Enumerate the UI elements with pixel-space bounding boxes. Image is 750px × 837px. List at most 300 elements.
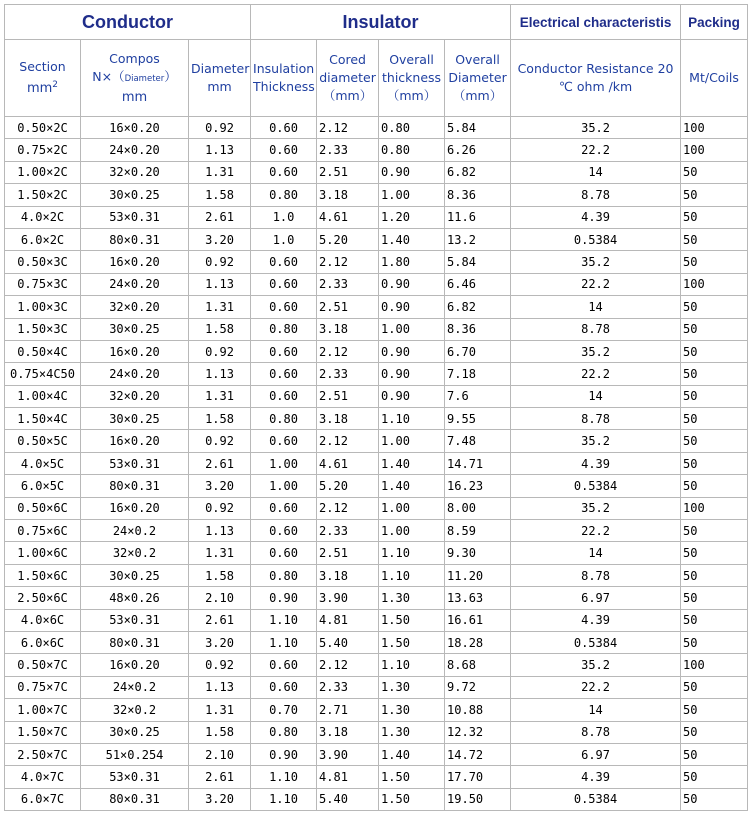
cell-cored-diameter: 3.18 [317, 184, 379, 206]
cell-packing: 50 [681, 564, 748, 586]
cell-packing: 50 [681, 340, 748, 362]
table-row [5, 340, 748, 362]
cell-diameter: 2.10 [189, 743, 251, 765]
cell-cored-diameter: 3.18 [317, 564, 379, 586]
cell-cored-diameter: 2.12 [317, 251, 379, 273]
cell-overall-diameter: 6.46 [445, 273, 511, 295]
cell-section: 6.0×5C [5, 475, 81, 497]
cell-overall-thickness: 1.00 [379, 520, 445, 542]
cell-overall-thickness: 0.90 [379, 273, 445, 295]
cell-diameter: 1.58 [189, 184, 251, 206]
cell-compos: 51×0.254 [81, 743, 189, 765]
cell-packing: 50 [681, 475, 748, 497]
cell-section: 1.50×7C [5, 721, 81, 743]
cell-compos: 32×0.2 [81, 699, 189, 721]
cell-resistance: 0.5384 [511, 228, 681, 250]
cell-diameter: 1.31 [189, 161, 251, 183]
cell-overall-thickness: 1.80 [379, 251, 445, 273]
cell-insulation-thickness: 1.0 [251, 228, 317, 250]
cell-cored-diameter: 2.51 [317, 161, 379, 183]
cell-resistance: 14 [511, 161, 681, 183]
cell-packing: 50 [681, 251, 748, 273]
cell-cored-diameter: 4.61 [317, 206, 379, 228]
cell-packing: 50 [681, 430, 748, 452]
cell-insulation-thickness: 0.70 [251, 699, 317, 721]
cell-overall-diameter: 8.68 [445, 654, 511, 676]
cell-cored-diameter: 2.12 [317, 340, 379, 362]
cell-compos: 53×0.31 [81, 609, 189, 631]
col-header-conductor-resistance: Conductor Resistance 20 ℃ ohm /km [511, 40, 681, 117]
cell-overall-thickness: 1.30 [379, 587, 445, 609]
table-row [5, 587, 748, 609]
cell-diameter: 1.58 [189, 564, 251, 586]
cell-overall-diameter: 18.28 [445, 631, 511, 653]
cell-overall-diameter: 13.63 [445, 587, 511, 609]
cell-compos: 80×0.31 [81, 631, 189, 653]
cell-overall-diameter: 9.55 [445, 408, 511, 430]
cell-packing: 100 [681, 497, 748, 519]
cell-overall-thickness: 1.40 [379, 452, 445, 474]
cell-packing: 50 [681, 788, 748, 810]
cell-section: 1.50×4C [5, 408, 81, 430]
cell-cored-diameter: 5.20 [317, 228, 379, 250]
table-row [5, 273, 748, 295]
cell-overall-thickness: 1.40 [379, 475, 445, 497]
cell-packing: 50 [681, 743, 748, 765]
table-row [5, 363, 748, 385]
cell-resistance: 35.2 [511, 497, 681, 519]
cell-resistance: 35.2 [511, 251, 681, 273]
cell-section: 4.0×7C [5, 766, 81, 788]
cell-cored-diameter: 3.18 [317, 318, 379, 340]
cell-compos: 16×0.20 [81, 654, 189, 676]
cell-insulation-thickness: 0.80 [251, 408, 317, 430]
col-header-overall-thickness: Overall thickness （mm） [379, 40, 445, 117]
cell-packing: 50 [681, 587, 748, 609]
cell-overall-thickness: 0.80 [379, 139, 445, 161]
cell-section: 0.75×7C [5, 676, 81, 698]
cell-compos: 16×0.20 [81, 430, 189, 452]
cell-packing: 50 [681, 296, 748, 318]
cell-overall-thickness: 1.20 [379, 206, 445, 228]
header-column-row [5, 40, 748, 117]
cell-compos: 80×0.31 [81, 788, 189, 810]
table-row [5, 654, 748, 676]
cell-packing: 50 [681, 408, 748, 430]
cell-diameter: 1.13 [189, 676, 251, 698]
cell-cored-diameter: 2.71 [317, 699, 379, 721]
cell-section: 1.50×6C [5, 564, 81, 586]
cell-insulation-thickness: 0.60 [251, 520, 317, 542]
cell-compos: 16×0.20 [81, 340, 189, 362]
cell-section: 0.50×7C [5, 654, 81, 676]
cell-diameter: 1.58 [189, 408, 251, 430]
cell-section: 1.50×3C [5, 318, 81, 340]
cell-overall-diameter: 5.84 [445, 251, 511, 273]
cell-insulation-thickness: 0.60 [251, 676, 317, 698]
cell-overall-thickness: 1.50 [379, 609, 445, 631]
cell-compos: 32×0.20 [81, 161, 189, 183]
table-row [5, 520, 748, 542]
cell-resistance: 14 [511, 542, 681, 564]
cell-resistance: 8.78 [511, 184, 681, 206]
cell-section: 2.50×7C [5, 743, 81, 765]
cell-overall-thickness: 1.00 [379, 497, 445, 519]
group-header-packing: Packing [681, 5, 748, 40]
cell-insulation-thickness: 1.10 [251, 788, 317, 810]
cell-resistance: 6.97 [511, 587, 681, 609]
cell-section: 1.00×7C [5, 699, 81, 721]
cell-section: 6.0×6C [5, 631, 81, 653]
cell-insulation-thickness: 0.60 [251, 296, 317, 318]
cell-diameter: 1.13 [189, 273, 251, 295]
cell-resistance: 14 [511, 699, 681, 721]
cell-packing: 50 [681, 452, 748, 474]
cell-compos: 16×0.20 [81, 251, 189, 273]
cell-insulation-thickness: 0.80 [251, 721, 317, 743]
cell-resistance: 14 [511, 296, 681, 318]
cell-insulation-thickness: 1.00 [251, 452, 317, 474]
cell-insulation-thickness: 0.80 [251, 564, 317, 586]
table-row [5, 475, 748, 497]
cell-resistance: 4.39 [511, 452, 681, 474]
cell-section: 0.50×3C [5, 251, 81, 273]
cell-section: 4.0×2C [5, 206, 81, 228]
cell-overall-thickness: 1.50 [379, 788, 445, 810]
table-row [5, 206, 748, 228]
cell-compos: 24×0.20 [81, 363, 189, 385]
cell-section: 4.0×6C [5, 609, 81, 631]
cell-packing: 50 [681, 363, 748, 385]
cell-diameter: 2.61 [189, 206, 251, 228]
cell-overall-diameter: 5.84 [445, 117, 511, 139]
cell-diameter: 0.92 [189, 251, 251, 273]
cell-diameter: 0.92 [189, 340, 251, 362]
group-header-conductor: Conductor [5, 5, 251, 40]
cell-overall-diameter: 14.72 [445, 743, 511, 765]
cell-resistance: 8.78 [511, 721, 681, 743]
cell-overall-thickness: 0.90 [379, 385, 445, 407]
cell-compos: 48×0.26 [81, 587, 189, 609]
cell-overall-diameter: 9.30 [445, 542, 511, 564]
cell-packing: 50 [681, 631, 748, 653]
cell-overall-thickness: 1.00 [379, 430, 445, 452]
cell-overall-thickness: 0.90 [379, 296, 445, 318]
cell-cored-diameter: 5.20 [317, 475, 379, 497]
cell-section: 2.50×6C [5, 587, 81, 609]
cell-overall-diameter: 8.36 [445, 184, 511, 206]
cell-packing: 50 [681, 609, 748, 631]
cell-resistance: 4.39 [511, 206, 681, 228]
cell-resistance: 0.5384 [511, 788, 681, 810]
cell-packing: 50 [681, 766, 748, 788]
cell-diameter: 3.20 [189, 631, 251, 653]
cell-cored-diameter: 3.18 [317, 721, 379, 743]
cell-overall-thickness: 1.40 [379, 743, 445, 765]
cell-overall-diameter: 8.59 [445, 520, 511, 542]
cell-overall-diameter: 7.18 [445, 363, 511, 385]
cell-cored-diameter: 4.81 [317, 766, 379, 788]
cell-overall-thickness: 1.50 [379, 631, 445, 653]
cell-section: 0.50×5C [5, 430, 81, 452]
cell-insulation-thickness: 1.10 [251, 609, 317, 631]
cell-packing: 50 [681, 206, 748, 228]
cell-compos: 32×0.20 [81, 296, 189, 318]
cell-insulation-thickness: 0.60 [251, 497, 317, 519]
cell-cored-diameter: 3.90 [317, 743, 379, 765]
cell-section: 0.75×4C50 [5, 363, 81, 385]
cell-diameter: 1.31 [189, 296, 251, 318]
table-row [5, 497, 748, 519]
table-row [5, 788, 748, 810]
cell-insulation-thickness: 0.60 [251, 340, 317, 362]
cell-cored-diameter: 2.33 [317, 520, 379, 542]
cell-diameter: 1.13 [189, 363, 251, 385]
cell-packing: 50 [681, 385, 748, 407]
table-row [5, 430, 748, 452]
cell-section: 1.00×3C [5, 296, 81, 318]
cell-overall-thickness: 1.10 [379, 564, 445, 586]
cell-overall-diameter: 7.6 [445, 385, 511, 407]
cell-cored-diameter: 4.81 [317, 609, 379, 631]
table-row [5, 385, 748, 407]
cell-diameter: 0.92 [189, 117, 251, 139]
cell-packing: 50 [681, 228, 748, 250]
cell-overall-diameter: 6.82 [445, 161, 511, 183]
cell-resistance: 4.39 [511, 766, 681, 788]
cell-overall-diameter: 7.48 [445, 430, 511, 452]
cell-diameter: 3.20 [189, 475, 251, 497]
cell-resistance: 8.78 [511, 564, 681, 586]
cell-overall-diameter: 14.71 [445, 452, 511, 474]
cell-compos: 32×0.20 [81, 385, 189, 407]
table-row [5, 318, 748, 340]
cell-resistance: 22.2 [511, 363, 681, 385]
cell-section: 1.00×2C [5, 161, 81, 183]
table-row [5, 251, 748, 273]
cell-overall-diameter: 6.26 [445, 139, 511, 161]
cell-compos: 32×0.2 [81, 542, 189, 564]
cell-insulation-thickness: 0.60 [251, 654, 317, 676]
col-header-insulation-thickness: Insulation Thickness [251, 40, 317, 117]
cell-insulation-thickness: 0.60 [251, 273, 317, 295]
cell-diameter: 2.61 [189, 452, 251, 474]
table-row [5, 296, 748, 318]
cell-insulation-thickness: 0.60 [251, 139, 317, 161]
cell-cored-diameter: 2.33 [317, 363, 379, 385]
cell-resistance: 22.2 [511, 139, 681, 161]
table-row [5, 743, 748, 765]
cell-overall-thickness: 1.40 [379, 228, 445, 250]
cell-compos: 30×0.25 [81, 318, 189, 340]
cell-resistance: 0.5384 [511, 475, 681, 497]
cell-diameter: 1.31 [189, 385, 251, 407]
cell-section: 1.00×6C [5, 542, 81, 564]
cell-overall-diameter: 6.82 [445, 296, 511, 318]
cell-overall-thickness: 1.30 [379, 699, 445, 721]
cell-packing: 100 [681, 117, 748, 139]
cell-cored-diameter: 2.51 [317, 542, 379, 564]
cell-resistance: 22.2 [511, 676, 681, 698]
cable-spec-table [4, 4, 748, 811]
cell-cored-diameter: 3.18 [317, 408, 379, 430]
cell-packing: 50 [681, 542, 748, 564]
cell-overall-diameter: 13.2 [445, 228, 511, 250]
table-row [5, 117, 748, 139]
table-row [5, 631, 748, 653]
cell-cored-diameter: 5.40 [317, 631, 379, 653]
cell-overall-diameter: 17.70 [445, 766, 511, 788]
cell-packing: 100 [681, 654, 748, 676]
cell-insulation-thickness: 0.90 [251, 587, 317, 609]
cell-overall-thickness: 1.30 [379, 676, 445, 698]
group-header-electrical: Electrical characteristis [511, 5, 681, 40]
cell-diameter: 2.61 [189, 766, 251, 788]
cell-resistance: 14 [511, 385, 681, 407]
table-row [5, 542, 748, 564]
cell-cored-diameter: 3.90 [317, 587, 379, 609]
table-row [5, 721, 748, 743]
cell-cored-diameter: 2.33 [317, 139, 379, 161]
table-row [5, 609, 748, 631]
cell-overall-thickness: 1.10 [379, 654, 445, 676]
cell-cored-diameter: 2.12 [317, 654, 379, 676]
cell-resistance: 35.2 [511, 430, 681, 452]
cell-cored-diameter: 5.40 [317, 788, 379, 810]
table-row [5, 139, 748, 161]
table-row [5, 699, 748, 721]
cell-insulation-thickness: 1.00 [251, 475, 317, 497]
cell-compos: 30×0.25 [81, 184, 189, 206]
cell-diameter: 3.20 [189, 788, 251, 810]
table-row [5, 564, 748, 586]
header-group-row [5, 5, 748, 40]
cell-section: 1.50×2C [5, 184, 81, 206]
cell-insulation-thickness: 0.60 [251, 385, 317, 407]
cell-resistance: 22.2 [511, 273, 681, 295]
table-row [5, 676, 748, 698]
cell-cored-diameter: 4.61 [317, 452, 379, 474]
cell-section: 0.50×2C [5, 117, 81, 139]
cell-resistance: 0.5384 [511, 631, 681, 653]
cell-diameter: 3.20 [189, 228, 251, 250]
cell-insulation-thickness: 0.90 [251, 743, 317, 765]
table-row [5, 452, 748, 474]
cell-compos: 16×0.20 [81, 117, 189, 139]
cell-overall-diameter: 8.00 [445, 497, 511, 519]
cell-diameter: 2.61 [189, 609, 251, 631]
cell-overall-diameter: 8.36 [445, 318, 511, 340]
cell-resistance: 35.2 [511, 117, 681, 139]
cell-compos: 80×0.31 [81, 228, 189, 250]
cell-cored-diameter: 2.12 [317, 430, 379, 452]
cell-overall-thickness: 1.10 [379, 408, 445, 430]
cell-overall-diameter: 9.72 [445, 676, 511, 698]
cell-packing: 100 [681, 273, 748, 295]
cell-overall-diameter: 10.88 [445, 699, 511, 721]
cell-overall-diameter: 12.32 [445, 721, 511, 743]
cell-compos: 16×0.20 [81, 497, 189, 519]
cell-overall-diameter: 19.50 [445, 788, 511, 810]
cell-insulation-thickness: 0.60 [251, 117, 317, 139]
cell-resistance: 35.2 [511, 340, 681, 362]
cell-packing: 50 [681, 161, 748, 183]
table-row [5, 408, 748, 430]
cell-diameter: 1.13 [189, 139, 251, 161]
cell-insulation-thickness: 1.10 [251, 631, 317, 653]
cell-insulation-thickness: 0.80 [251, 318, 317, 340]
cell-diameter: 0.92 [189, 654, 251, 676]
cell-cored-diameter: 2.12 [317, 497, 379, 519]
cell-cored-diameter: 2.33 [317, 273, 379, 295]
cell-compos: 30×0.25 [81, 564, 189, 586]
cell-insulation-thickness: 1.10 [251, 766, 317, 788]
cell-overall-thickness: 0.90 [379, 161, 445, 183]
col-header-diameter: Diameter mm [189, 40, 251, 117]
col-header-compos: Compos N×（Diameter） mm [81, 40, 189, 117]
cell-resistance: 35.2 [511, 654, 681, 676]
cell-section: 6.0×2C [5, 228, 81, 250]
cell-diameter: 1.13 [189, 520, 251, 542]
cell-overall-thickness: 1.30 [379, 721, 445, 743]
group-header-insulator: Insulator [251, 5, 511, 40]
cell-diameter: 0.92 [189, 430, 251, 452]
cell-packing: 50 [681, 520, 748, 542]
cell-overall-diameter: 11.20 [445, 564, 511, 586]
cell-diameter: 1.58 [189, 318, 251, 340]
cell-section: 0.75×3C [5, 273, 81, 295]
table-row [5, 161, 748, 183]
cell-cored-diameter: 2.51 [317, 385, 379, 407]
cell-insulation-thickness: 0.60 [251, 161, 317, 183]
cell-insulation-thickness: 0.80 [251, 184, 317, 206]
cell-compos: 24×0.2 [81, 520, 189, 542]
cell-cored-diameter: 2.12 [317, 117, 379, 139]
table-row [5, 766, 748, 788]
cell-section: 6.0×7C [5, 788, 81, 810]
cell-diameter: 2.10 [189, 587, 251, 609]
cell-overall-thickness: 1.10 [379, 542, 445, 564]
cell-overall-thickness: 0.90 [379, 340, 445, 362]
cell-overall-diameter: 16.23 [445, 475, 511, 497]
cell-section: 0.75×2C [5, 139, 81, 161]
cell-compos: 24×0.20 [81, 139, 189, 161]
cell-insulation-thickness: 0.60 [251, 542, 317, 564]
col-header-cored-diameter: Cored diameter （mm） [317, 40, 379, 117]
table-row [5, 228, 748, 250]
cell-resistance: 8.78 [511, 318, 681, 340]
cell-packing: 50 [681, 676, 748, 698]
cell-section: 0.50×4C [5, 340, 81, 362]
cell-section: 0.75×6C [5, 520, 81, 542]
cell-compos: 30×0.25 [81, 408, 189, 430]
cell-resistance: 4.39 [511, 609, 681, 631]
cell-section: 1.00×4C [5, 385, 81, 407]
cell-compos: 53×0.31 [81, 452, 189, 474]
cell-diameter: 1.58 [189, 721, 251, 743]
cell-compos: 30×0.25 [81, 721, 189, 743]
cell-diameter: 1.31 [189, 699, 251, 721]
cell-compos: 53×0.31 [81, 766, 189, 788]
cell-packing: 100 [681, 139, 748, 161]
cell-compos: 24×0.20 [81, 273, 189, 295]
cell-overall-thickness: 1.00 [379, 318, 445, 340]
cell-cored-diameter: 2.33 [317, 676, 379, 698]
cell-overall-diameter: 16.61 [445, 609, 511, 631]
table-row [5, 184, 748, 206]
cell-insulation-thickness: 0.60 [251, 251, 317, 273]
cell-overall-thickness: 1.50 [379, 766, 445, 788]
